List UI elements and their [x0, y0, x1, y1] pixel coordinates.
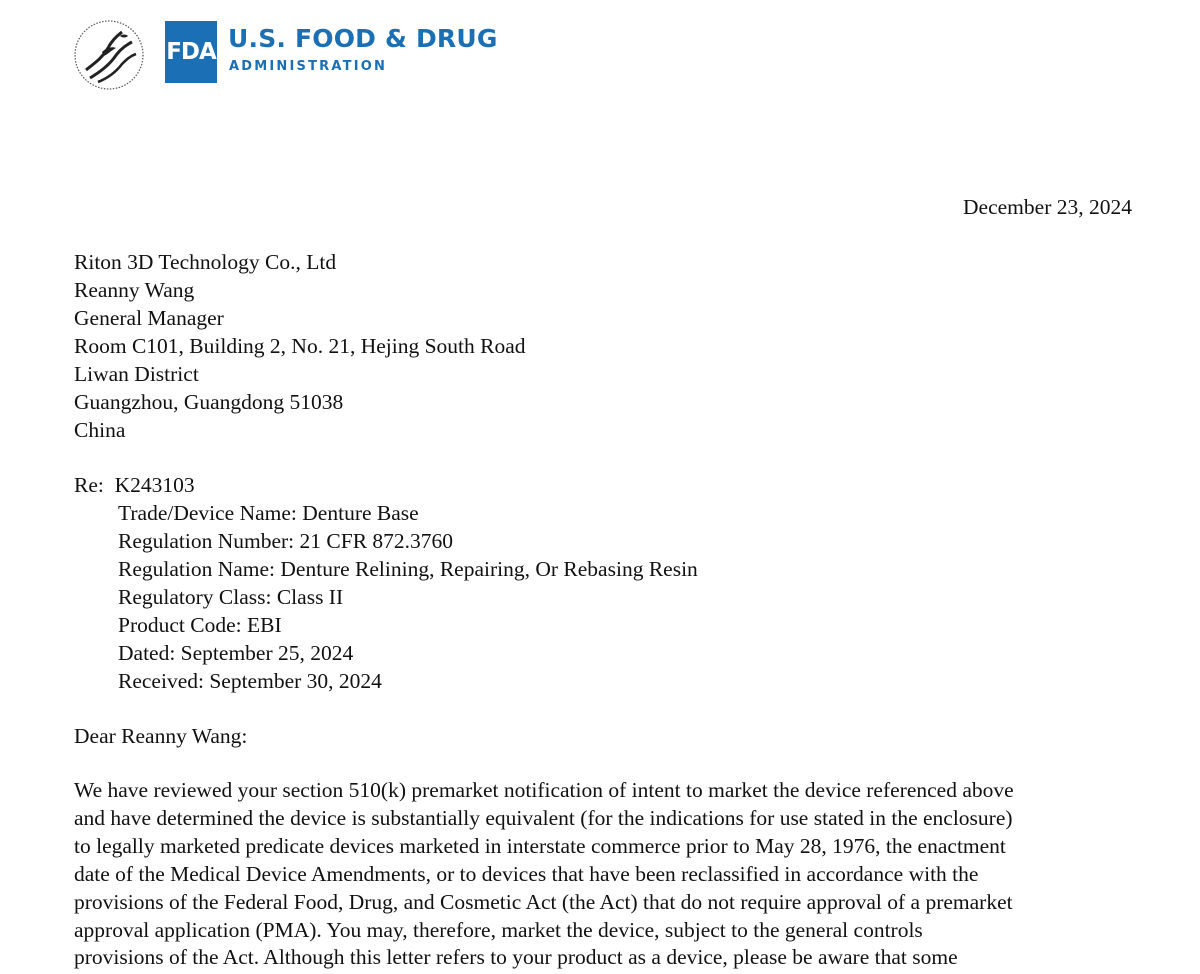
re-label: Re:: [74, 473, 104, 497]
recipient-name: Reanny Wang: [74, 278, 195, 302]
agency-name: U.S. FOOD & DRUG: [228, 24, 498, 53]
re-line: [74, 471, 195, 499]
letter-date: December 23, 2024: [963, 195, 1132, 219]
body-line: provisions of the Federal Food, Drug, and Cosmetic Act (the Act) that do not require approval of a premarket: [74, 889, 1013, 914]
recipient-address-city: Guangzhou, Guangdong 51038: [74, 390, 344, 414]
recipient-title: General Manager: [74, 306, 224, 330]
re-field-dated: Dated: September 25, 2024: [118, 641, 354, 665]
re-field-received: Received: September 30, 2024: [118, 669, 382, 693]
recipient-address-street: Room C101, Building 2, No. 21, Hejing South Road: [74, 334, 526, 358]
fda-logo-box: FDA: [165, 21, 217, 83]
recipient-address-district: Liwan District: [74, 362, 199, 386]
body-line: date of the Medical Device Amendments, or to devices that have been reclassified in accordance with the: [74, 861, 979, 886]
re-number: K243103: [114, 473, 195, 497]
recipient-company: Riton 3D Technology Co., Ltd: [74, 250, 337, 274]
re-field-regulation-number: Regulation Number: 21 CFR 872.3760: [118, 529, 454, 553]
re-field-regulation-name: Regulation Name: Denture Relining, Repairing, Or Rebasing Resin: [118, 557, 698, 581]
salutation: Dear Reanny Wang:: [74, 724, 248, 748]
letterhead: [72, 14, 498, 94]
re-field-product-code: Product Code: EBI: [118, 613, 282, 637]
hhs-eagle-seal-icon: [72, 18, 146, 92]
body-paragraph: [74, 777, 1139, 972]
body-line: and have determined the device is substantially equivalent (for the indications for use stated in the enclosure): [74, 805, 1013, 830]
re-field-regulatory-class: Regulatory Class: Class II: [118, 585, 344, 609]
body-line: approval application (PMA). You may, therefore, market the device, subject to the general controls: [74, 917, 923, 942]
body-line: We have reviewed your section 510(k) premarket notification of intent to market the device referenced above: [74, 778, 1014, 802]
body-line: to legally marketed predicate devices marketed in interstate commerce prior to May 28, 1976, the enactment: [74, 833, 1006, 858]
agency-subtitle: ADMINISTRATION: [229, 59, 388, 74]
recipient-country: China: [74, 418, 126, 442]
body-line: provisions of the Act. Although this letter refers to your product as a device, please be aware that some: [74, 945, 958, 970]
re-field-trade-name: Trade/Device Name: Denture Base: [118, 501, 419, 525]
